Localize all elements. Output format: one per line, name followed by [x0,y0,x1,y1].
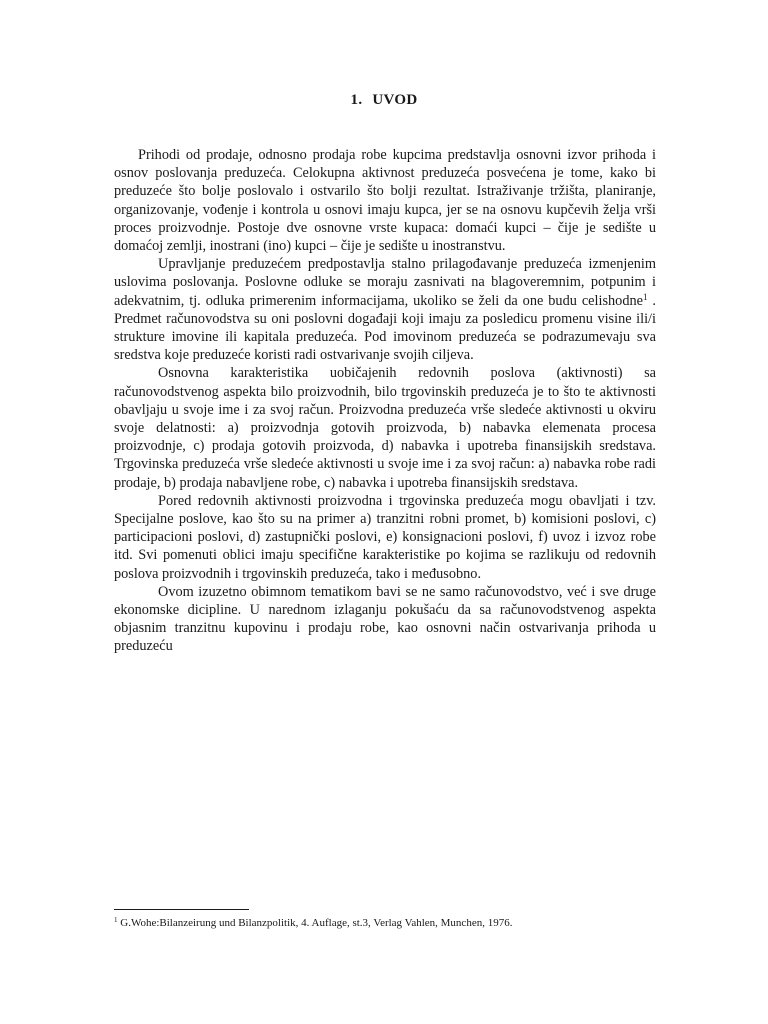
footnote-separator [114,909,249,910]
section-title: UVOD [372,92,418,108]
footnote [114,916,674,930]
paragraph-5: Ovom izuzetno obimnom tematikom bavi se ne samo računovodstvo, već i sve druge ekonomske dicipline. U narednom izlaganju pokušaću da sa računovodstvenog aspekta objasnim tranzitnu kupovinu i prodaju robe, kao osnovni način ostvarivanja prihoda u preduzeću [114,583,656,655]
paragraph-2-text: Upravljanje preduzećem predpostavlja stalno prilagođavanje preduzeća izmenjenim uslovima poslovanja. Poslovne odluke se moraju zasnivati na blagoveremnim, potpunim i adekvatnim, tj. odluka primerenim informacijama, ukoliko se želi da one budu celishodne [114,256,656,309]
footnote-marker: 1 [114,916,118,924]
section-number: 1. [350,92,363,108]
footnote-reference: 1 [642,291,648,302]
paragraph-2: Upravljanje preduzećem predpostavlja stalno prilagođavanje preduzeća izmenjenim uslovima poslovanja. Poslovne odluke se moraju zasnivati na blagoveremnim, potpunim i adekvatnim, tj. odluka primerenim informacijama, ukoliko se želi da one budu celishodne$^1$ . Predmet računovodstva su oni poslovni događaji koji imaju za posledicu promenu visine ili/i strukture imovine ili kapitala preduzeća. Pod imovinom preduzeća se podrazumevaju sva sredstva koje preduzeće koristi radi ostvarivanje svojih ciljeva. [114,256,656,364]
paragraph-2-continuation: Predmet računovodstva su oni poslovni događaji koji imaju za posledicu promenu visine ili/i strukture imovine ili kapitala preduzeća. Pod imovinom preduzeća se podrazumevaju sva sredstva koje preduzeće koristi radi ostvarivanje svojih ciljeva. [114,310,656,364]
paragraph-4: Pored redovnih aktivnosti proizvodna i trgovinska preduzeća mogu obavljati i tzv. Specijalne poslove, kao što su na primer a) tranzitni robni promet, b) komisioni poslovi, c) participacioni poslovi, d) zastupnički poslovi, e) konsignacioni poslovi, f) uvoz i izvoz robe itd. Svi pomenuti oblici imaju specifične karakteristike po kojima se razlikuju od redovnih poslova proizvodnih i trgovinskih preduzeća, tako i međusobno. [114,492,656,582]
section-heading [0,92,768,109]
document-body [114,146,656,656]
paragraph-3: Osnovna karakteristika uobičajenih redovnih poslova (aktivnosti) sa računovodstvenog aspekta bilo proizvodnih, bilo trgovinskih preduzeća je to što te aktivnosti obavljaju u svoje ime i za svoj račun. Proizvodna preduzeća vrše sledeće aktivnosti u okviru svoje delatnosti: a) proizvodnja gotovih proizvoda, b) nabavka elemenata procesa proizvodnje, c) prodaja gotovih proizvoda, d) nabavka i upotreba finansijskih sredstava. Trgovinska preduzeća vrše sledeće aktivnosti u svoje ime i za svoj račun: a) nabavka robe radi prodaje, b) prodaja nabavljene robe, c) nabavka i upotreba finansijskih sredstava. [114,365,656,491]
footnote-text: G.Wohe:Bilanzeirung und Bilanzpolitik, 4. Auflage, st.3, Verlag Vahlen, Munchen, 1976. [120,917,513,929]
paragraph-1: Prihodi od prodaje, odnosno prodaja robe kupcima predstavlja osnovni izvor prihoda i osnov poslovanja preduzeća. Celokupna aktivnost preduzeća posvećena je tome, kako bi preduzeće što bolje poslovalo i ostvarilo što bolji rezultat. Istraživanje tržišta, planiranje, organizovanje, vođenje i kontrola u osnovi imaju kupca, jer se na osnovu kupčevih želja vrši proces proizvodnje. Postoje dve osnovne vrste kupaca: domaći kupci – čije je sedište u domaćoj zemlji, inostrani (ino) kupci – čije je sedište u inostranstvu. [114,147,656,255]
